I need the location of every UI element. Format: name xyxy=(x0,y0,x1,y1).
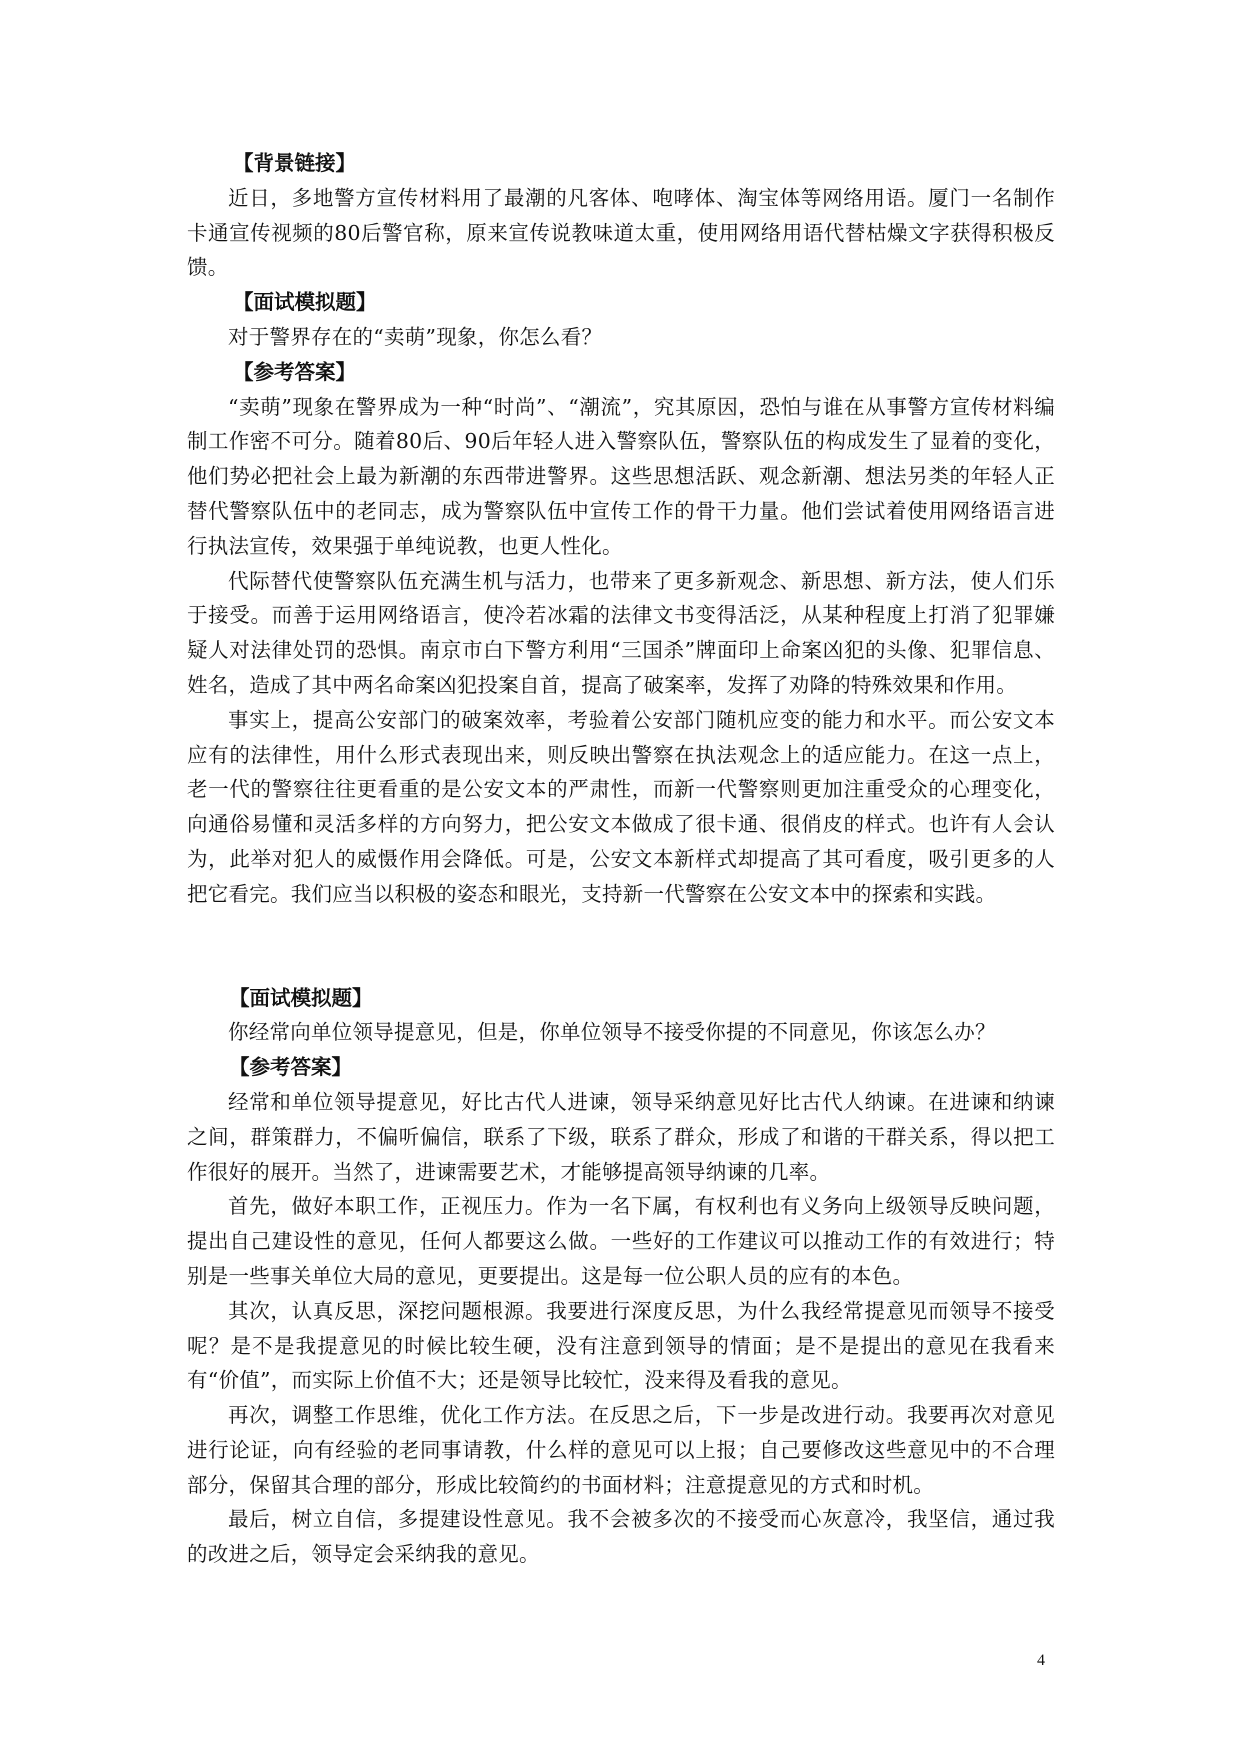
question-heading: 【面试模拟题】 xyxy=(229,985,373,1010)
answer-paragraph: 再次，调整工作思维，优化工作方法。在反思之后，下一步是改进行动。我要再次对意见进行论证，向有经验的老同事请教，什么样的意见可以上报；自己要修改这些意见中的不合理部分，保留其合理的部分，形成比较简约的书面材料；注意提意见的方式和时机。 xyxy=(187,1403,1055,1497)
question-paragraph: 对于警界存在的“卖萌”现象，你怎么看？ xyxy=(228,324,603,349)
question-paragraph: 你经常向单位领导提意见，但是，你单位领导不接受你提的不同意见，你该怎么办？ xyxy=(228,1020,996,1045)
question-heading: 【面试模拟题】 xyxy=(233,290,377,315)
answer-paragraph: 经常和单位领导提意见，好比古代人进谏，领导采纳意见好比古代人纳谏。在进谏和纳谏之间，群策群力，不偏听偏信，联系了下级，联系了群众，形成了和谐的干群关系，得以把工作很好的展开。当然了，进谏需要艺术，才能够提高领导纳谏的几率。 xyxy=(187,1089,1055,1184)
background-paragraph: 近日，多地警方宣传材料用了最潮的凡客体、咆哮体、淘宝体等网络用语。厦门一名制作卡通宣传视频的80后警官称，原来宣传说教味道太重，使用网络用语代替枯燥文字获得积极反馈。 xyxy=(187,185,1055,280)
answer-heading: 【参考答案】 xyxy=(229,1055,352,1080)
answer-paragraph: “卖萌”现象在警界成为一种“时尚”、“潮流”，究其原因，恐怕与谁在从事警方宣传材料编制工作密不可分。随着80后、90后年轻人进入警察队伍，警察队伍的构成发生了显着的变化，他们势必把社会上最为新潮的东西带进警界。这些思想活跃、观念新潮、想法另类的年轻人正替代警察队伍中的老同志，成为警察队伍中宣传工作的骨干力量。他们尝试着使用网络语言进行执法宣传，效果强于单纯说教，也更人性化。 xyxy=(187,394,1055,558)
page-number: 4 xyxy=(1037,1652,1045,1669)
answer-paragraph: 代际替代使警察队伍充满生机与活力，也带来了更多新观念、新思想、新方法，使人们乐于接受。而善于运用网络语言，使冷若冰霜的法律文书变得活泛，从某种程度上打消了犯罪嫌疑人对法律处罚的恐惧。南京市白下警方利用“三国杀”牌面印上命案凶犯的头像、犯罪信息、姓名，造成了其中两名命案凶犯投案自首，提高了破案率，发挥了劝降的特殊效果和作用。 xyxy=(187,568,1055,697)
answer-paragraph: 其次，认真反思，深挖问题根源。我要进行深度反思，为什么我经常提意见而领导不接受呢？是不是我提意见的时候比较生硬，没有注意到领导的情面；是不是提出的意见在我看来有“价值”，而实际上价值不大；还是领导比较忙，没来得及看我的意见。 xyxy=(187,1298,1055,1393)
answer-paragraph: 事实上，提高公安部门的破案效率，考验着公安部门随机应变的能力和水平。而公安文本应有的法律性，用什么形式表现出来，则反映出警察在执法观念上的适应能力。在这一点上，老一代的警察往往更看重的是公安文本的严肃性，而新一代警察则更加注重受众的心理变化，向通俗易懂和灵活多样的方向努力，把公安文本做成了很卡通、很俏皮的样式。也许有人会认为，此举对犯人的威慑作用会降低。可是，公安文本新样式却提高了其可看度，吸引更多的人把它看完。我们应当以积极的姿态和眼光，支持新一代警察在公安文本中的探索和实践。 xyxy=(187,707,1055,906)
page-content xyxy=(187,146,1055,1572)
answer-heading: 【参考答案】 xyxy=(233,359,356,384)
answer-paragraph: 首先，做好本职工作，正视压力。作为一名下属，有权利也有义务向上级领导反映问题，提出自己建设性的意见，任何人都要这么做。一些好的工作建议可以推动工作的有效进行；特别是一些事关单位大局的意见，更要提出。这是每一位公职人员的应有的本色。 xyxy=(187,1194,1055,1288)
section-gap xyxy=(187,912,1055,981)
answer-paragraph: 最后，树立自信，多提建设性意见。我不会被多次的不接受而心灰意冷，我坚信，通过我的改进之后，领导定会采纳我的意见。 xyxy=(187,1507,1055,1567)
background-heading: 【背景链接】 xyxy=(233,151,356,175)
